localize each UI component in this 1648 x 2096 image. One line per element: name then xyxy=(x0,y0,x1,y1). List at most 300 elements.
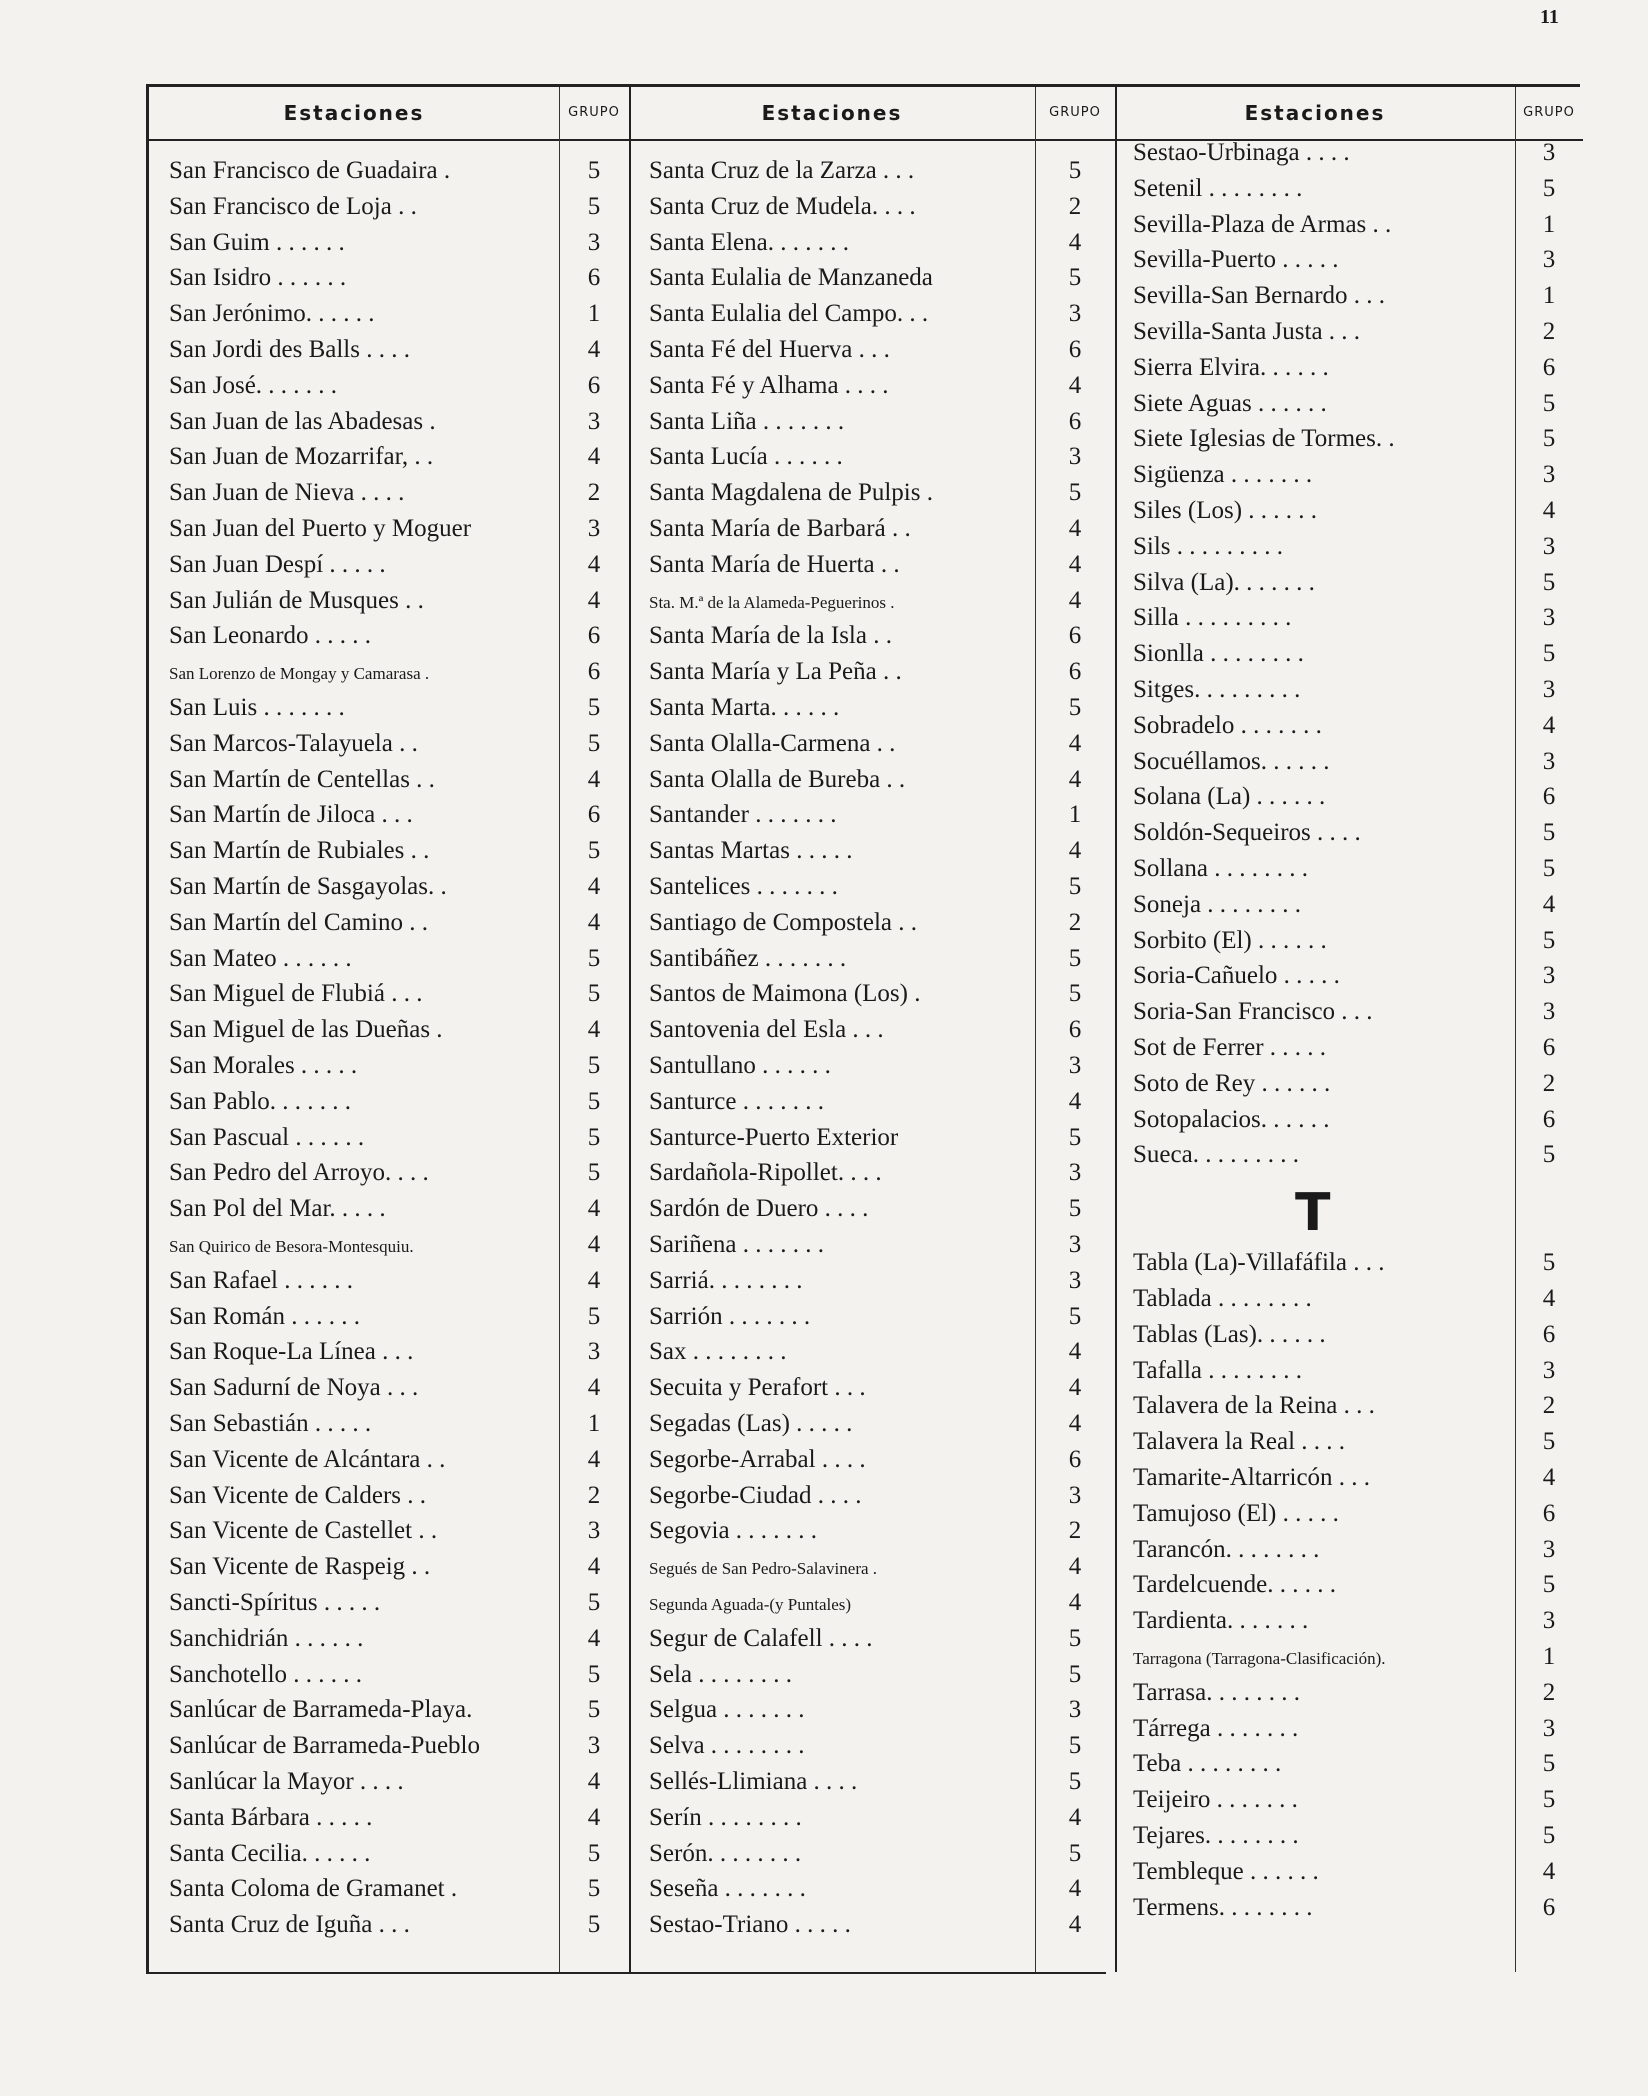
station-name: Sorbito (El) . . . . . . xyxy=(1133,926,1327,954)
station-name: Teba . . . . . . . . xyxy=(1133,1750,1282,1778)
table-row xyxy=(149,515,629,551)
station-grupo: 4 xyxy=(1068,1589,1082,1616)
table-row xyxy=(1115,927,1583,963)
station-name: Selgua . . . . . . . xyxy=(649,1696,805,1724)
column-rule xyxy=(559,87,560,1972)
station-grupo: 5 xyxy=(1068,873,1082,900)
station-name: Sollana . . . . . . . . xyxy=(1133,855,1308,882)
station-name: Sestao-Triano . . . . . xyxy=(649,1911,851,1939)
station-name: Tablas (Las). . . . . . xyxy=(1133,1320,1326,1348)
station-grupo: 4 xyxy=(1068,515,1082,542)
table-row xyxy=(629,1052,1115,1088)
station-name: San Miguel de las Dueñas . xyxy=(169,1016,443,1044)
station-name: San Martín del Camino . . xyxy=(169,908,428,936)
station-name: Socuéllamos. . . . . . xyxy=(1133,747,1330,775)
table-row xyxy=(1115,1034,1583,1070)
table-row xyxy=(149,730,629,766)
station-name: Sta. M.ª de la Alameda-Peguerinos . xyxy=(649,592,895,612)
column-title: Estaciones xyxy=(283,101,425,125)
table-row xyxy=(1115,1249,1583,1285)
station-grupo: 3 xyxy=(1542,998,1556,1026)
table-row xyxy=(149,479,629,515)
station-grupo: 3 xyxy=(1542,532,1556,560)
station-name: Sestao-Urbinaga . . . . xyxy=(1133,139,1350,166)
table-row xyxy=(1115,282,1583,318)
table-row xyxy=(149,837,629,873)
table-row xyxy=(149,1732,629,1768)
station-grupo: 4 xyxy=(1542,1285,1556,1312)
table-row xyxy=(149,1517,629,1553)
table-row xyxy=(149,1016,629,1052)
table-row xyxy=(629,372,1115,408)
station-name: Santa Lucía . . . . . . xyxy=(649,443,843,471)
table-row xyxy=(149,1911,629,1947)
station-name: Serón. . . . . . . . xyxy=(649,1839,802,1867)
station-grupo: 3 xyxy=(1068,1696,1082,1724)
station-grupo: 5 xyxy=(587,1839,601,1867)
station-grupo: 6 xyxy=(1068,622,1082,650)
table-row xyxy=(1115,1715,1583,1751)
station-grupo: 5 xyxy=(587,944,601,972)
station-grupo: 3 xyxy=(1068,1052,1082,1079)
station-grupo: 5 xyxy=(1542,1141,1556,1169)
table-row xyxy=(629,193,1115,229)
station-grupo: 4 xyxy=(587,1445,601,1473)
column-rule xyxy=(1115,87,1117,1972)
table-row xyxy=(149,801,629,837)
table-row xyxy=(1115,855,1583,891)
table-row xyxy=(149,587,629,623)
station-name: Termens. . . . . . . . xyxy=(1133,1893,1313,1921)
station-grupo: 4 xyxy=(587,1016,601,1044)
station-name: Santa Eulalia de Manzaneda xyxy=(649,264,933,292)
station-grupo: 4 xyxy=(1068,1087,1082,1115)
station-name: San Guim . . . . . . xyxy=(169,228,345,256)
station-grupo: 4 xyxy=(587,765,601,793)
table-row xyxy=(629,1517,1115,1553)
station-name: Sanlúcar la Mayor . . . . xyxy=(169,1768,404,1795)
table-row xyxy=(149,945,629,981)
table-row xyxy=(1115,533,1583,569)
station-grupo: 6 xyxy=(1542,353,1556,381)
table-row xyxy=(629,1625,1115,1661)
station-grupo: 5 xyxy=(1068,1624,1082,1652)
station-grupo: 5 xyxy=(587,1087,601,1115)
station-name: San Juan de Mozarrifar, . . xyxy=(169,443,434,471)
table-row xyxy=(149,1124,629,1160)
table-row xyxy=(149,1840,629,1876)
station-grupo: 1 xyxy=(1542,1643,1556,1670)
grupo-label: GRUPO xyxy=(568,105,620,120)
station-name: Sardón de Duero . . . . xyxy=(649,1195,869,1223)
station-name: Sanlúcar de Barrameda-Playa. xyxy=(169,1696,473,1724)
table-row xyxy=(629,1016,1115,1052)
table-column-3 xyxy=(1115,87,1583,1972)
station-grupo: 6 xyxy=(1542,1893,1556,1921)
station-name: Santa María y La Peña . . xyxy=(649,658,902,686)
station-grupo: 3 xyxy=(1542,461,1556,489)
station-name: San Isidro . . . . . . xyxy=(169,264,347,292)
station-name: Secuita y Perafort . . . xyxy=(649,1374,866,1402)
table-row xyxy=(1115,1070,1583,1106)
station-name: San Vicente de Calders . . xyxy=(169,1481,426,1509)
table-row xyxy=(1115,1858,1583,1894)
station-name: Siete Aguas . . . . . . xyxy=(1133,389,1327,417)
table-row xyxy=(1115,1607,1583,1643)
table-row xyxy=(629,229,1115,265)
section-letter: T xyxy=(1295,1183,1331,1244)
station-grupo: 5 xyxy=(587,1696,601,1724)
table-row xyxy=(1115,497,1583,533)
station-name: Santa Elena. . . . . . . xyxy=(649,228,849,256)
table-row xyxy=(629,1840,1115,1876)
station-grupo: 6 xyxy=(587,658,601,686)
station-grupo: 4 xyxy=(1542,711,1556,739)
station-name: Santa Cruz de la Zarza . . . xyxy=(649,157,915,184)
station-grupo: 4 xyxy=(587,586,601,614)
table-row xyxy=(1115,1894,1583,1930)
station-grupo: 4 xyxy=(587,1266,601,1294)
table-row xyxy=(149,408,629,444)
table-row xyxy=(629,1589,1115,1625)
station-name: Tafalla . . . . . . . . xyxy=(1133,1356,1303,1384)
station-grupo: 2 xyxy=(587,1481,601,1509)
table-row xyxy=(629,479,1115,515)
station-grupo: 6 xyxy=(1068,407,1082,435)
station-grupo: 5 xyxy=(1068,264,1082,292)
station-name: Sueca. . . . . . . . . xyxy=(1133,1141,1299,1169)
station-name: Santa Cruz de Mudela. . . . xyxy=(649,192,916,220)
table-row xyxy=(149,1410,629,1446)
table-row xyxy=(149,1446,629,1482)
station-grupo: 4 xyxy=(1542,1857,1556,1885)
table-row xyxy=(629,1446,1115,1482)
station-name: San Martín de Centellas . . xyxy=(169,765,435,793)
station-name: San Jerónimo. . . . . . xyxy=(169,300,375,328)
station-name: San Roque-La Línea . . . xyxy=(169,1338,414,1366)
table-row xyxy=(629,622,1115,658)
station-grupo: 3 xyxy=(1542,604,1556,632)
station-name: Soto de Rey . . . . . . xyxy=(1133,1069,1331,1097)
table-row xyxy=(149,980,629,1016)
station-name: Santa Eulalia del Campo. . . xyxy=(649,300,929,328)
station-grupo: 4 xyxy=(1068,1803,1082,1831)
station-grupo: 5 xyxy=(1068,944,1082,972)
table-row xyxy=(149,1589,629,1625)
station-name: San Juan de las Abadesas . xyxy=(169,407,436,435)
station-grupo: 4 xyxy=(1542,890,1556,918)
station-grupo: 4 xyxy=(1068,1553,1082,1581)
station-grupo: 3 xyxy=(587,1517,601,1545)
station-name: Santa Bárbara . . . . . xyxy=(169,1803,373,1831)
table-row xyxy=(629,300,1115,336)
table-row xyxy=(629,766,1115,802)
table-row xyxy=(1115,139,1583,175)
column-header xyxy=(1115,87,1583,141)
station-grupo: 2 xyxy=(1068,192,1082,220)
table-row xyxy=(1115,1428,1583,1464)
station-name: Sela . . . . . . . . xyxy=(649,1660,793,1688)
station-name: San Mateo . . . . . . xyxy=(169,944,352,972)
station-name: San Sebastián . . . . . xyxy=(169,1410,372,1437)
station-grupo: 5 xyxy=(1542,425,1556,453)
station-grupo: 6 xyxy=(587,801,601,829)
station-name: Sigüenza . . . . . . . xyxy=(1133,461,1313,489)
station-name: San Sadurní de Noya . . . xyxy=(169,1374,419,1402)
table-row xyxy=(149,443,629,479)
station-grupo: 4 xyxy=(1068,1911,1082,1939)
station-name: Tárrega . . . . . . . xyxy=(1133,1714,1299,1742)
table-row xyxy=(1115,819,1583,855)
table-row xyxy=(1115,676,1583,712)
station-grupo: 5 xyxy=(1068,1768,1082,1795)
station-grupo: 5 xyxy=(587,1123,601,1151)
table-row xyxy=(1115,1786,1583,1822)
table-row xyxy=(149,622,629,658)
station-name: Tabla (La)-Villafáfila . . . xyxy=(1133,1249,1385,1277)
station-grupo: 5 xyxy=(1068,980,1082,1008)
table-row xyxy=(629,1195,1115,1231)
table-row xyxy=(629,1303,1115,1339)
station-name: Soneja . . . . . . . . xyxy=(1133,890,1302,918)
station-grupo: 6 xyxy=(1542,1320,1556,1348)
table-row xyxy=(629,873,1115,909)
station-grupo: 5 xyxy=(1068,1123,1082,1151)
table-row xyxy=(629,1159,1115,1195)
station-grupo: 5 xyxy=(1068,1732,1082,1760)
station-grupo: 4 xyxy=(1068,550,1082,578)
station-grupo: 4 xyxy=(587,336,601,363)
table-row xyxy=(1115,604,1583,640)
table-row xyxy=(629,801,1115,837)
station-name: Santander . . . . . . . xyxy=(649,801,837,829)
station-grupo: 3 xyxy=(1068,300,1082,328)
table-row xyxy=(629,1553,1115,1589)
table-row xyxy=(149,1553,629,1589)
station-name: Soria-Cañuelo . . . . . xyxy=(1133,962,1340,990)
station-grupo: 5 xyxy=(1542,1428,1556,1456)
station-grupo: 5 xyxy=(1542,926,1556,954)
station-grupo: 5 xyxy=(1542,1786,1556,1814)
table-row xyxy=(629,264,1115,300)
station-grupo: 4 xyxy=(1542,1464,1556,1491)
table-row xyxy=(149,1195,629,1231)
table-row xyxy=(629,694,1115,730)
station-name: San Francisco de Guadaira . xyxy=(169,157,451,184)
station-name: Santa Marta. . . . . . xyxy=(649,694,840,721)
station-name: Sanchotello . . . . . . xyxy=(169,1660,363,1688)
table-row xyxy=(149,157,629,193)
station-grupo: 5 xyxy=(587,1052,601,1079)
table-row xyxy=(1115,1536,1583,1572)
table-row xyxy=(149,909,629,945)
table-row xyxy=(629,587,1115,623)
station-grupo: 1 xyxy=(1542,282,1556,310)
table-row xyxy=(149,1374,629,1410)
table-row xyxy=(1115,246,1583,282)
table-row xyxy=(629,1768,1115,1804)
station-name: Santa Liña . . . . . . . xyxy=(649,407,845,435)
grupo-label: GRUPO xyxy=(1523,105,1575,120)
station-name: San Juan Despí . . . . . xyxy=(169,550,386,578)
table-row xyxy=(1115,712,1583,748)
station-grupo: 5 xyxy=(1068,1302,1082,1330)
table-row xyxy=(1115,1392,1583,1428)
station-grupo: 2 xyxy=(1542,318,1556,345)
station-grupo: 5 xyxy=(587,1911,601,1939)
table-row xyxy=(1115,640,1583,676)
station-grupo: 5 xyxy=(587,837,601,865)
station-name: Tarragona (Tarragona-Clasificación). xyxy=(1133,1649,1386,1668)
table-row xyxy=(629,1374,1115,1410)
station-name: Sevilla-Plaza de Armas . . xyxy=(1133,210,1392,238)
table-row xyxy=(629,980,1115,1016)
station-name: San Martín de Rubiales . . xyxy=(169,837,430,865)
station-grupo: 3 xyxy=(587,228,601,256)
table-row xyxy=(1115,461,1583,497)
station-name: Sanlúcar de Barrameda-Pueblo xyxy=(169,1732,480,1760)
station-name: Segorbe-Arrabal . . . . xyxy=(649,1445,866,1473)
station-grupo: 6 xyxy=(1542,1499,1556,1527)
station-grupo: 5 xyxy=(1068,1660,1082,1688)
table-row xyxy=(629,658,1115,694)
station-name: San Román . . . . . . xyxy=(169,1302,360,1330)
station-name: Talavera la Real . . . . xyxy=(1133,1428,1346,1456)
station-grupo: 4 xyxy=(587,1768,601,1795)
station-grupo: 6 xyxy=(1542,1105,1556,1133)
station-grupo: 4 xyxy=(587,550,601,578)
station-grupo: 6 xyxy=(1068,1016,1082,1044)
station-name: San Morales . . . . . xyxy=(169,1052,358,1079)
table-row xyxy=(1115,783,1583,819)
station-grupo: 4 xyxy=(1068,371,1082,399)
station-grupo: 5 xyxy=(1542,1822,1556,1849)
column-header xyxy=(149,87,629,141)
table-row xyxy=(149,873,629,909)
column-title: Estaciones xyxy=(1244,101,1386,125)
station-name: San Marcos-Talayuela . . xyxy=(169,729,418,757)
station-name: Selva . . . . . . . . xyxy=(649,1732,805,1760)
table-row xyxy=(1115,1822,1583,1858)
station-name: Sevilla-Puerto . . . . . xyxy=(1133,246,1339,274)
station-grupo: 2 xyxy=(587,479,601,507)
station-grupo: 4 xyxy=(587,1624,601,1652)
station-name: Santibáñez . . . . . . . xyxy=(649,944,847,972)
station-grupo: 5 xyxy=(587,1660,601,1688)
station-name: Silva (La). . . . . . . xyxy=(1133,568,1315,596)
table-row xyxy=(149,1625,629,1661)
table-row xyxy=(1115,175,1583,211)
station-grupo: 4 xyxy=(587,1553,601,1581)
station-name: Segunda Aguada-(y Puntales) xyxy=(649,1595,852,1614)
station-grupo: 5 xyxy=(1542,1249,1556,1277)
table-row xyxy=(149,1338,629,1374)
table-column-1 xyxy=(149,87,629,1972)
station-grupo: 3 xyxy=(1068,1159,1082,1187)
station-name: Segovia . . . . . . . xyxy=(649,1517,818,1545)
table-row xyxy=(149,1303,629,1339)
station-grupo: 1 xyxy=(587,300,601,328)
station-grupo: 6 xyxy=(1542,783,1556,811)
table-row xyxy=(1115,211,1583,247)
station-grupo: 3 xyxy=(1542,1714,1556,1742)
station-grupo: 5 xyxy=(1068,1195,1082,1223)
station-name: San Francisco de Loja . . xyxy=(169,192,417,220)
station-grupo: 4 xyxy=(1068,765,1082,793)
station-name: San Leonardo . . . . . xyxy=(169,622,372,650)
station-grupo: 5 xyxy=(587,1159,601,1187)
table-row xyxy=(629,443,1115,479)
column-title: Estaciones xyxy=(761,101,903,125)
station-name: Santa Cruz de Iguña . . . xyxy=(169,1911,410,1939)
station-grupo: 3 xyxy=(587,1732,601,1760)
station-grupo: 1 xyxy=(587,1410,601,1437)
station-grupo: 3 xyxy=(1068,1266,1082,1294)
station-name: Santa Olalla-Carmena . . xyxy=(649,729,896,757)
station-name: Segur de Calafell . . . . xyxy=(649,1624,873,1652)
table-row xyxy=(629,1124,1115,1160)
station-name: San Juan del Puerto y Moguer xyxy=(169,515,472,542)
station-grupo: 6 xyxy=(1068,1445,1082,1473)
table-row xyxy=(629,837,1115,873)
station-name: Santa Coloma de Gramanet . xyxy=(169,1875,458,1903)
table-row xyxy=(1115,1106,1583,1142)
table-row xyxy=(149,372,629,408)
table-column-2 xyxy=(629,87,1115,1972)
station-name: San Vicente de Castellet . . xyxy=(169,1517,438,1545)
table-bottom-rule xyxy=(146,1972,1106,1974)
station-grupo: 6 xyxy=(1068,336,1082,363)
station-grupo: 3 xyxy=(1068,1481,1082,1509)
station-grupo: 3 xyxy=(1542,1356,1556,1384)
station-name: Silla . . . . . . . . . xyxy=(1133,604,1292,632)
station-name: San Luis . . . . . . . xyxy=(169,694,345,721)
table-row xyxy=(1115,1285,1583,1321)
station-name: Tardienta. . . . . . . xyxy=(1133,1607,1309,1635)
table-row xyxy=(149,1088,629,1124)
grupo-label: GRUPO xyxy=(1049,105,1101,120)
station-name: Santa Magdalena de Pulpis . xyxy=(649,479,933,507)
station-name: Segorbe-Ciudad . . . . xyxy=(649,1481,862,1509)
column-rule xyxy=(1035,87,1036,1972)
stations-table xyxy=(146,84,1580,1972)
table-row xyxy=(1115,1357,1583,1393)
station-name: Sionlla . . . . . . . . xyxy=(1133,640,1304,668)
station-grupo: 4 xyxy=(1542,497,1556,524)
station-grupo: 2 xyxy=(1068,908,1082,936)
table-row xyxy=(1115,891,1583,927)
station-grupo: 3 xyxy=(1542,1535,1556,1563)
station-grupo: 5 xyxy=(1068,694,1082,721)
station-name: Santovenia del Esla . . . xyxy=(649,1016,884,1044)
station-name: Tarrasa. . . . . . . . xyxy=(1133,1678,1300,1706)
station-grupo: 4 xyxy=(587,1803,601,1831)
table-row xyxy=(149,551,629,587)
table-row xyxy=(149,1768,629,1804)
station-grupo: 4 xyxy=(587,908,601,936)
table-row xyxy=(149,1804,629,1840)
station-name: Tardelcuende. . . . . . xyxy=(1133,1571,1337,1599)
station-grupo: 5 xyxy=(1068,157,1082,184)
page-number: 11 xyxy=(1540,6,1559,28)
column-rule xyxy=(1515,87,1516,1972)
station-name: Santurce-Puerto Exterior xyxy=(649,1123,899,1151)
table-row xyxy=(629,1338,1115,1374)
station-name: Siete Iglesias de Tormes. . xyxy=(1133,425,1395,453)
table-row xyxy=(1115,1141,1583,1177)
station-grupo: 4 xyxy=(587,1231,601,1258)
station-name: Soria-San Francisco . . . xyxy=(1133,998,1373,1026)
